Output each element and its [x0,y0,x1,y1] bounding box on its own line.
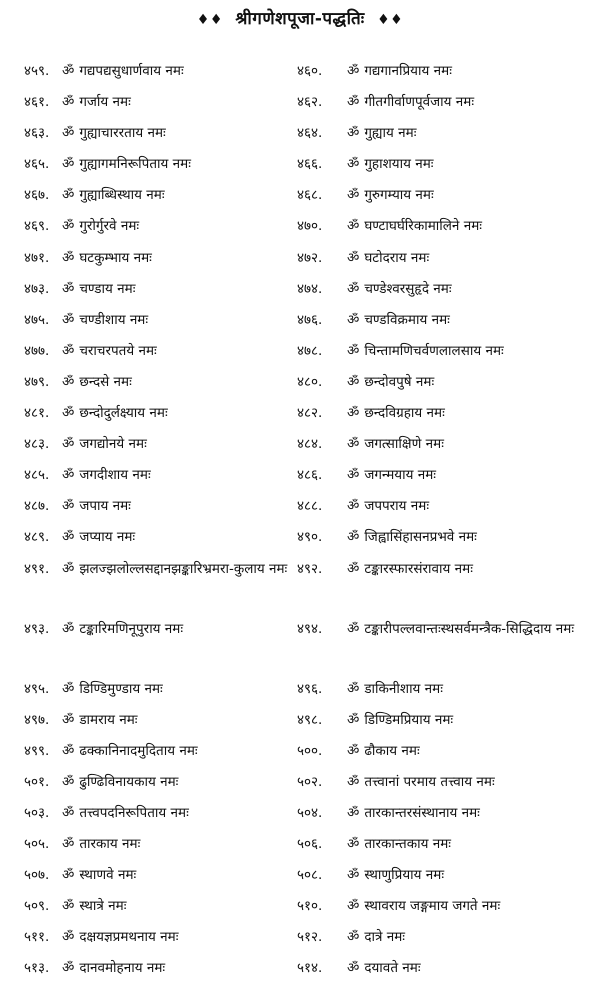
mantra-number: ४७४. [297,280,323,297]
mantra-row [297,93,587,124]
mantra-text: गद्यगानप्रियाय नमः [364,63,452,79]
mantra-row [24,62,294,93]
mantra-row [24,773,294,804]
mantra-number: ४७९. [24,373,50,390]
om-symbol: ॐ [347,436,360,453]
om-symbol: ॐ [347,711,360,728]
mantra-row [297,124,587,155]
mantra-number: ५०९. [24,898,50,915]
mantra-text: ढक्कानिनादमुदिताय नमः [79,742,198,759]
mantra-row [297,928,587,959]
om-symbol: ॐ [62,436,75,453]
mantra-text: तारकान्तरसंस्थानाय नमः [364,804,480,821]
mantra-row [24,897,294,928]
mantra-row [297,435,587,466]
mantra-text: गुरुगम्याय नमः [364,187,434,204]
mantra-row [24,959,294,990]
mantra-text: जपपराय नमः [364,498,430,515]
mantra-row [297,866,587,897]
mantra-number: ५०४. [297,804,323,821]
mantra-row [24,928,294,959]
om-symbol: ॐ [62,342,75,359]
mantra-row [297,804,587,835]
om-symbol: ॐ [347,218,360,235]
mantra-text: दयावते नमः [364,960,421,977]
mantra-number: ४८७. [24,498,50,515]
mantra-text: तत्त्वानां परमाय तत्त्वाय नमः [364,773,495,790]
om-symbol: ॐ [62,742,75,759]
om-symbol: ॐ [347,529,360,546]
mantra-number: ५१३. [24,960,50,977]
mantra-row [24,155,294,186]
mantra-row [24,373,294,404]
mantra-text: जगत्साक्षिणे नमः [364,436,444,453]
om-symbol: ॐ [62,711,75,728]
om-symbol: ॐ [62,898,75,915]
mantra-row [297,342,587,373]
mantra-row [24,249,294,280]
om-symbol: ॐ [347,311,360,328]
mantra-number: ५१०. [297,898,323,915]
mantra-row [297,373,587,404]
mantra-number: ४८०. [297,373,323,390]
mantra-number: ४८९. [24,529,50,546]
mantra-row [24,280,294,311]
mantra-row [297,497,587,528]
mantra-text: गद्यपद्यसुधार्णवाय नमः [79,63,184,79]
om-symbol: ॐ [62,529,75,546]
mantra-row [24,742,294,773]
om-symbol: ॐ [347,835,360,852]
om-symbol: ॐ [347,929,360,946]
mantra-text: डिण्डिमप्रियाय नमः [364,711,454,728]
mantra-row [297,249,587,280]
mantra-number: ५०१. [24,773,50,790]
mantra-number: ४८६. [297,467,323,484]
mantra-row [24,404,294,435]
mantra-number: ४९५. [24,680,50,697]
mantra-number: ४७१. [24,249,50,266]
ornament-left: ♦♦ [196,12,223,28]
mantra-number: ४९१. [24,560,50,577]
mantra-row [24,311,294,342]
mantra-number: ४७३. [24,280,50,297]
om-symbol: ॐ [347,960,360,977]
om-symbol: ॐ [62,373,75,390]
om-symbol: ॐ [62,835,75,852]
om-symbol: ॐ [347,63,360,79]
mantra-row [24,497,294,528]
mantra-row [24,620,294,680]
mantra-number: ४६७. [24,187,50,204]
mantra-text: चण्डेश्वरसुहृदे नमः [364,280,452,297]
mantra-row [297,620,587,680]
mantra-row [24,466,294,497]
om-symbol: ॐ [347,467,360,484]
om-symbol: ॐ [62,280,75,297]
mantra-number: ५११. [24,929,50,946]
mantra-text: जप्याय नमः [79,529,136,546]
mantra-number: ४८४. [297,436,323,453]
mantra-text: गर्जाय नमः [79,94,131,111]
mantra-text: घण्टाघर्घरिकामालिने नमः [364,218,482,235]
mantra-text: गुह्यागमनिरूपिताय नमः [79,156,191,173]
mantra-row [24,186,294,217]
mantra-text: जिह्वासिंहासनप्रभवे नमः [364,529,477,546]
mantra-text: छन्दसे नमः [79,373,132,390]
mantra-number: ४६८. [297,187,323,204]
om-symbol: ॐ [347,898,360,915]
mantra-number: ४८३. [24,436,50,453]
mantra-text: डामराय नमः [79,711,138,728]
mantra-number: ४७६. [297,311,323,328]
mantra-row [24,835,294,866]
om-symbol: ॐ [62,498,75,515]
om-symbol: ॐ [347,560,360,577]
mantra-text: ढुण्ढिविनायकाय नमः [79,773,179,790]
mantra-text: गुरोर्गुरवे नमः [79,218,140,235]
mantra-number: ४९०. [297,529,323,546]
mantra-number: ४८५. [24,467,50,484]
mantra-text: जगन्मयाय नमः [364,467,437,484]
mantra-number: ४७२. [297,249,323,266]
om-symbol: ॐ [62,63,75,79]
om-symbol: ॐ [62,867,75,884]
mantra-text: टङ्कारीपल्लवान्तःस्थसर्वमन्त्रैक-सिद्धिदाय नमः [364,620,575,637]
om-symbol: ॐ [62,405,75,422]
om-symbol: ॐ [347,373,360,390]
mantra-row [297,186,587,217]
mantra-text: डिण्डिमुण्डाय नमः [79,680,163,697]
om-symbol: ॐ [347,125,360,142]
mantra-text: चण्डाय नमः [79,280,136,297]
mantra-row [24,93,294,124]
mantra-text: चराचरपतये नमः [79,342,157,359]
mantra-row [297,311,587,342]
mantra-number: ४९९. [24,742,50,759]
mantra-number: ५०८. [297,867,323,884]
om-symbol: ॐ [347,94,360,111]
om-symbol: ॐ [347,742,360,759]
mantra-row [24,342,294,373]
om-symbol: ॐ [62,311,75,328]
mantra-number: ४५९. [24,63,50,79]
mantra-text: चण्डविक्रमाय नमः [364,311,450,328]
mantra-text: घटकुम्भाय नमः [79,249,152,266]
mantra-number: ४९२. [297,560,323,577]
mantra-number: ४६०. [297,63,323,79]
om-symbol: ॐ [62,467,75,484]
mantra-text: गुह्याय नमः [364,125,417,142]
om-symbol: ॐ [347,342,360,359]
om-symbol: ॐ [347,280,360,297]
mantra-text: तत्त्वपदनिरूपिताय नमः [79,804,189,821]
mantra-text: स्थाणुप्रियाय नमः [364,867,445,884]
page-header [0,6,600,29]
mantra-number: ५१४. [297,960,323,977]
mantra-text: छन्दविग्रहाय नमः [364,405,445,422]
mantra-row [297,404,587,435]
mantra-text: जपाय नमः [79,498,131,515]
om-symbol: ॐ [347,187,360,204]
om-symbol: ॐ [347,680,360,697]
mantra-row [24,528,294,559]
mantra-row [297,897,587,928]
mantra-number: ५१२. [297,929,323,946]
mantra-text: स्थात्रे नमः [79,898,127,915]
ornament-right: ♦♦ [377,12,404,28]
mantra-row [297,528,587,559]
left-column [24,62,294,990]
om-symbol: ॐ [347,156,360,173]
mantra-text: गुहाशयाय नमः [364,156,434,173]
mantra-row [297,155,587,186]
mantra-number: ४६५. [24,156,50,173]
mantra-text: चिन्तामणिचर्वणलालसाय नमः [364,342,504,359]
mantra-text: घटोदराय नमः [364,249,430,266]
mantra-row [297,217,587,248]
mantra-row [297,466,587,497]
mantra-row [24,124,294,155]
mantra-number: ४६९. [24,218,50,235]
mantra-number: ५००. [297,742,323,759]
mantra-text: जगद्योनये नमः [79,436,147,453]
om-symbol: ॐ [62,773,75,790]
om-symbol: ॐ [62,960,75,977]
mantra-number: ४७७. [24,342,50,359]
mantra-number: ४६२. [297,94,323,111]
om-symbol: ॐ [347,867,360,884]
mantra-number: ४९८. [297,711,323,728]
mantra-text: छन्दोवपुषे नमः [364,373,435,390]
mantra-row [24,866,294,897]
mantra-text: डाकिनीशाय नमः [364,680,443,697]
mantra-text: गुह्याब्धिस्थाय नमः [79,187,165,204]
mantra-number: ४८२. [297,405,323,422]
mantra-text: दक्षयज्ञप्रमथनाय नमः [79,929,179,946]
mantra-number: ४९६. [297,680,323,697]
om-symbol: ॐ [62,620,75,637]
mantra-text: गुह्याचाररताय नमः [79,125,166,142]
om-symbol: ॐ [62,218,75,235]
mantra-row [297,773,587,804]
mantra-number: ४६३. [24,125,50,142]
om-symbol: ॐ [62,249,75,266]
mantra-text: गीतगीर्वाणपूर्वजाय नमः [364,94,475,111]
mantra-text: टङ्कारिमणिनूपुराय नमः [79,620,184,637]
om-symbol: ॐ [62,804,75,821]
mantra-row [24,217,294,248]
mantra-text: दानवमोहनाय नमः [79,960,166,977]
mantra-text: स्थावराय जङ्गमाय जगते नमः [364,898,501,915]
om-symbol: ॐ [347,405,360,422]
mantra-row [297,959,587,990]
mantra-row [297,742,587,773]
mantra-number: ४८८. [297,498,323,515]
mantra-number: ४७५. [24,311,50,328]
mantra-row [297,711,587,742]
mantra-number: ५०६. [297,835,323,852]
om-symbol: ॐ [62,156,75,173]
mantra-row [24,711,294,742]
right-column [297,62,587,990]
mantra-number: ४९७. [24,711,50,728]
mantra-number: ५०७. [24,867,50,884]
mantra-number: ५०५. [24,835,50,852]
mantra-text: तारकान्तकाय नमः [364,835,452,852]
om-symbol: ॐ [62,94,75,111]
om-symbol: ॐ [62,560,75,577]
mantra-number: ५०२. [297,773,323,790]
mantra-row [297,560,587,620]
om-symbol: ॐ [347,773,360,790]
om-symbol: ॐ [62,125,75,142]
mantra-row [24,560,294,620]
mantra-number: ४८१. [24,405,50,422]
mantra-number: ४६४. [297,125,323,142]
mantra-row [297,680,587,711]
mantra-number: ४७०. [297,218,323,235]
om-symbol: ॐ [347,620,360,637]
mantra-text: दात्रे नमः [364,929,406,946]
om-symbol: ॐ [347,249,360,266]
mantra-number: ४६१. [24,94,50,111]
mantra-row [297,62,587,93]
mantra-text: चण्डीशाय नमः [79,311,149,328]
om-symbol: ॐ [347,498,360,515]
mantra-text: तारकाय नमः [79,835,141,852]
mantra-text: टङ्कारस्फारसंरावाय नमः [364,560,473,577]
om-symbol: ॐ [62,680,75,697]
mantra-number: ४६६. [297,156,323,173]
mantra-number: ४९४. [297,620,323,637]
om-symbol: ॐ [62,187,75,204]
mantra-text: स्थाणवे नमः [79,867,137,884]
mantra-number: ५०३. [24,804,50,821]
mantra-text: झलज्झलोल्लसद्दानझङ्कारिभ्रमरा-कुलाय नमः [79,560,288,577]
mantra-number: ४९३. [24,620,50,637]
om-symbol: ॐ [62,929,75,946]
page-title: श्रीगणेशपूजा-पद्धतिः [235,9,365,29]
mantra-text: ढौकाय नमः [364,742,420,759]
mantra-text: छन्दोदुर्लक्ष्याय नमः [79,405,168,422]
mantra-row [297,835,587,866]
om-symbol: ॐ [347,804,360,821]
mantra-row [24,435,294,466]
mantra-row [24,804,294,835]
mantra-number: ४७८. [297,342,323,359]
mantra-row [24,680,294,711]
mantra-text: जगदीशाय नमः [79,467,151,484]
mantra-row [297,280,587,311]
